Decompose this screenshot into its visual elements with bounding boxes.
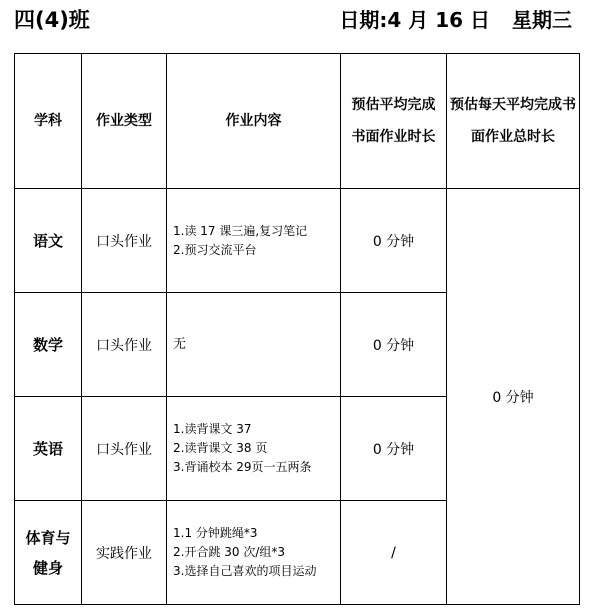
type-cell: 口头作业 [82,189,167,293]
content-cell [167,293,341,397]
content-line: 1.读背课文 37 [173,422,252,436]
duration-cell: 0 分钟 [341,189,447,293]
date-text: 日期:4 月 16 日 [339,8,490,32]
duration-cell: / [341,501,447,605]
col-header-total-duration: 预估每天平均完成书面作业总时长 [447,54,580,189]
type-cell: 口头作业 [82,397,167,501]
type-cell: 口头作业 [82,293,167,397]
duration-cell: 0 分钟 [341,293,447,397]
content-line: 1.1 分钟跳绳*3 [173,526,258,540]
date-line [339,4,572,33]
subject-cell: 数学 [15,293,82,397]
content-line: 3.背诵校本 29页一五两条 [173,460,312,474]
col-header-type: 作业类型 [82,54,167,189]
subject-cell: 语文 [15,189,82,293]
content-line: 2.读背课文 38 页 [173,441,268,455]
content-cell [167,189,341,293]
col-header-avg-duration: 预估平均完成书面作业时长 [341,54,447,189]
content-line: 无 [173,337,187,352]
total-duration-cell: 0 分钟 [447,189,580,605]
duration-cell: 0 分钟 [341,397,447,501]
subject-cell: 英语 [15,397,82,501]
table-row [15,189,580,293]
content-line: 1.读 17 课三遍,复习笔记 [173,223,308,238]
class-name: 四(4)班 [14,8,90,32]
content-line: 2.开合跳 30 次/组*3 [173,545,286,559]
col-header-subject: 学科 [15,54,82,189]
content-cell [167,397,341,501]
col-header-content: 作业内容 [167,54,341,189]
content-line: 3.选择自己喜欢的项目运动 [173,564,317,578]
table-header-row [15,54,580,189]
content-cell [167,501,341,605]
subject-cell: 体育与健身 [15,501,82,605]
weekday-text: 星期三 [512,8,572,32]
type-cell: 实践作业 [82,501,167,605]
homework-table [14,53,580,605]
content-line: 2.预习交流平台 [173,242,257,257]
